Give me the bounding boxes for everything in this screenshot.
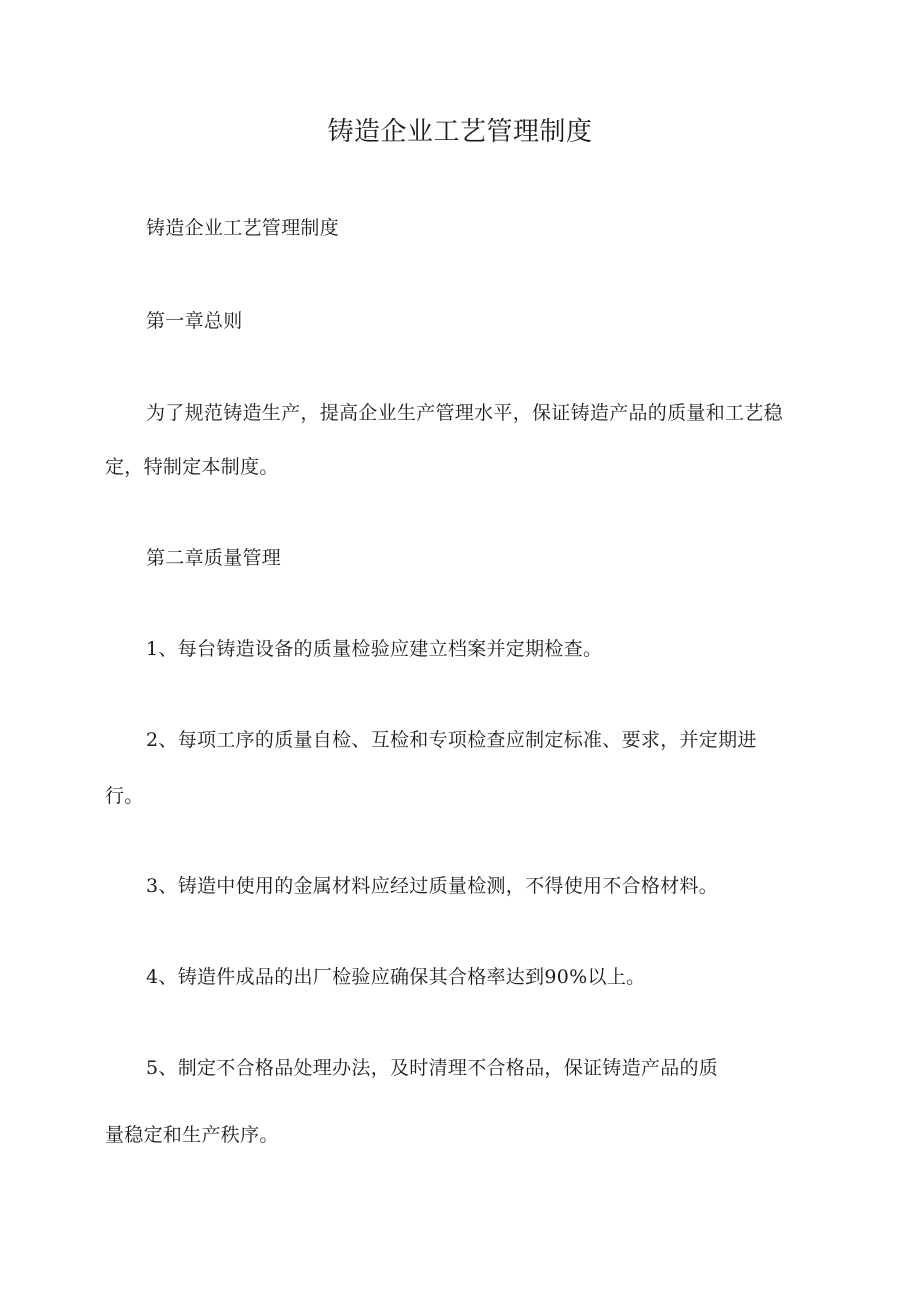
chapter-2-item-2-line-2: 行。 <box>105 785 144 807</box>
chapter-2-item-3: 3、铸造中使用的金属材料应经过质量检测，不得使用不合格材料。 <box>146 875 719 897</box>
chapter-2-item-5-line-1: 5、制定不合格品处理办法，及时清理不合格品，保证铸造产品的质 <box>146 1057 719 1079</box>
chapter-2-item-4: 4、铸造件成品的出厂检验应确保其合格率达到90%以上。 <box>146 966 646 988</box>
document-title: 铸造企业工艺管理制度 <box>327 117 593 147</box>
chapter-2-item-1: 1、每台铸造设备的质量检验应建立档案并定期检查。 <box>146 638 603 660</box>
chapter-1-paragraph-line-2: 定，特制定本制度。 <box>105 456 279 478</box>
chapter-2-heading: 第二章质量管理 <box>146 547 282 569</box>
chapter-2-item-5-line-2: 量稳定和生产秩序。 <box>105 1124 279 1146</box>
document-subtitle: 铸造企业工艺管理制度 <box>146 217 340 239</box>
chapter-2-item-2-line-1: 2、每项工序的质量自检、互检和专项检查应制定标准、要求，并定期进 <box>146 729 757 751</box>
chapter-1-heading: 第一章总则 <box>146 310 243 332</box>
chapter-1-paragraph-line-1: 为了规范铸造生产，提高企业生产管理水平，保证铸造产品的质量和工艺稳 <box>146 402 783 424</box>
